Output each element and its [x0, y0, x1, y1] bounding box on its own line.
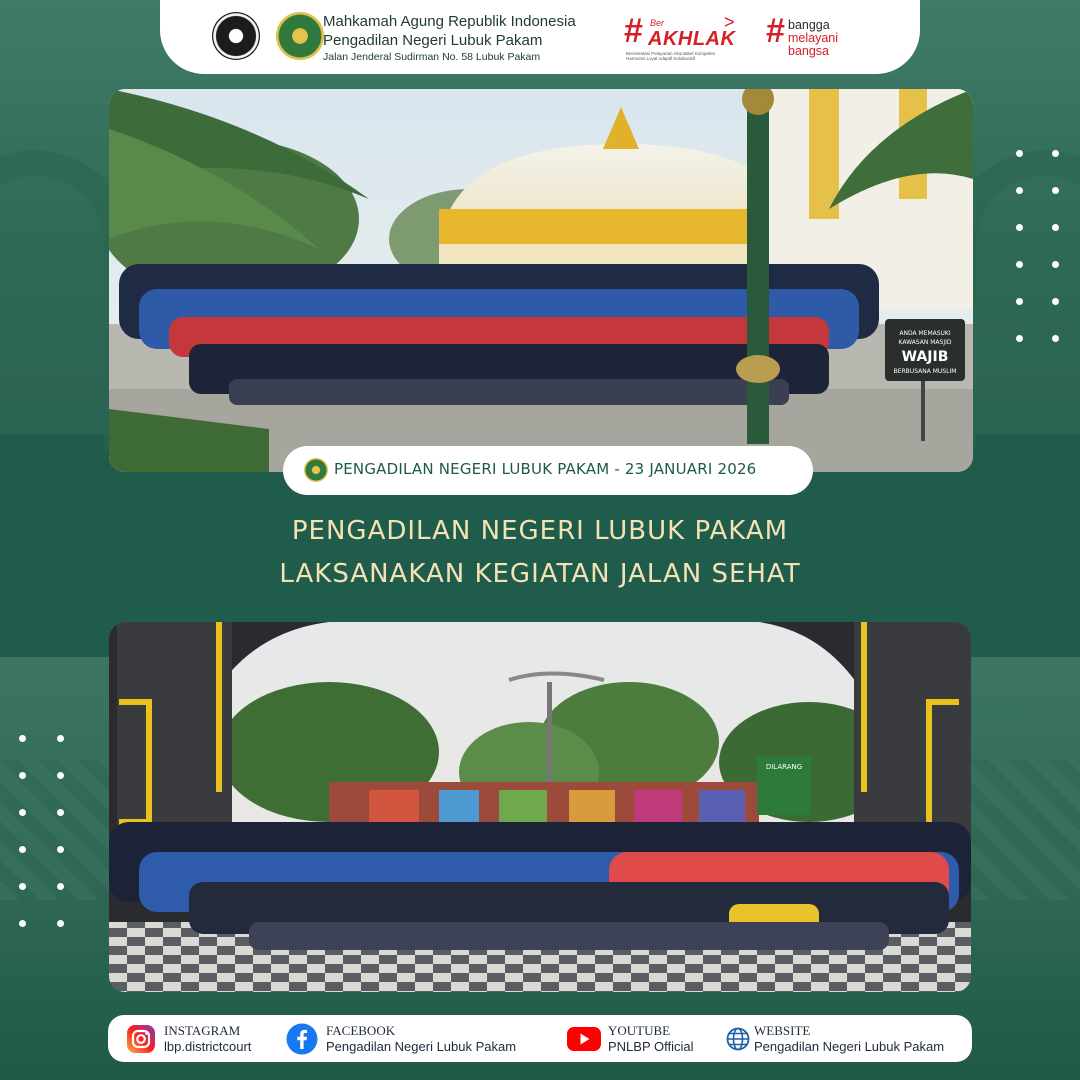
- mosque-sign-line-1: ANDA MEMASUKI: [899, 330, 951, 337]
- headline-line-2: LAKSANAKAN KEGIATAN JALAN SEHAT: [279, 559, 801, 589]
- instagram-handle: lbp.districtcourt: [164, 1039, 252, 1054]
- court-name: Pengadilan Negeri Lubuk Pakam: [323, 32, 543, 49]
- website-name: Pengadilan Negeri Lubuk Pakam: [754, 1039, 945, 1054]
- background-floor-right: [970, 760, 1080, 900]
- group-photo-mosque: [109, 89, 973, 472]
- header-banner: [160, 0, 920, 74]
- facebook-title: FACEBOOK: [326, 1023, 396, 1038]
- facebook-link[interactable]: [286, 1015, 546, 1062]
- decorative-dots-left: [19, 735, 79, 935]
- facebook-page: Pengadilan Negeri Lubuk Pakam: [326, 1039, 517, 1054]
- akhlak-tagline-1: Berorientasi Pelayanan Akuntabel Kompeten: [626, 51, 716, 56]
- akhlak-tagline-2: Harmonis Loyal Adaptif Kolaboratif: [626, 56, 696, 61]
- mosque-sign-line-4: BERBUSANA MUSLIM: [893, 368, 957, 375]
- court-address: Jalan Jenderal Sudirman No. 58 Lubuk Pakam: [323, 51, 541, 63]
- date-pill-label: PENGADILAN NEGERI LUBUK PAKAM - 23 JANUARI 2026: [334, 460, 757, 478]
- bangga-line-3: bangsa: [788, 44, 830, 58]
- ber-akhlak-logo: [624, 14, 744, 60]
- akhlak-arrow-icon: >: [724, 12, 735, 32]
- court-emblem-green-logo: [276, 12, 324, 60]
- website-title: WEBSITE: [754, 1023, 811, 1038]
- bangga-line-1: bangga: [788, 18, 830, 32]
- decorative-dots-right: [1012, 148, 1072, 348]
- akhlak-hash: #: [624, 12, 643, 50]
- instagram-title: INSTAGRAM: [164, 1023, 241, 1038]
- akhlak-ber: Ber: [650, 18, 665, 28]
- mosque-sign-line-2: KAWASAN MASJID: [898, 339, 952, 346]
- mosque-sign-line-3: WAJIB: [901, 349, 949, 365]
- youtube-channel: PNLBP Official: [608, 1039, 694, 1054]
- instagram-link[interactable]: [126, 1015, 276, 1062]
- youtube-title: YOUTUBE: [608, 1023, 671, 1038]
- date-pill: [283, 446, 813, 495]
- court-seal-icon: [304, 458, 328, 482]
- youtube-icon: [566, 1026, 602, 1052]
- instagram-icon: [126, 1024, 156, 1054]
- park-sign-title: DILARANG: [765, 763, 803, 771]
- bangga-line-2: melayani: [788, 31, 839, 45]
- org-name: Mahkamah Agung Republik Indonesia: [323, 13, 576, 30]
- court-emblem-dark-logo: [212, 12, 260, 60]
- globe-icon: [726, 1027, 750, 1051]
- facebook-icon: [286, 1023, 318, 1055]
- website-link[interactable]: [726, 1015, 966, 1062]
- social-footer: [108, 1015, 972, 1062]
- bangga-melayani-bangsa-logo: [766, 14, 856, 60]
- youtube-link[interactable]: [566, 1015, 716, 1062]
- akhlak-word: AKHLAK: [648, 28, 736, 50]
- bangga-hash: #: [766, 12, 785, 50]
- group-photo-park-gate: [109, 622, 971, 992]
- headline-line-1: PENGADILAN NEGERI LUBUK PAKAM: [291, 516, 789, 546]
